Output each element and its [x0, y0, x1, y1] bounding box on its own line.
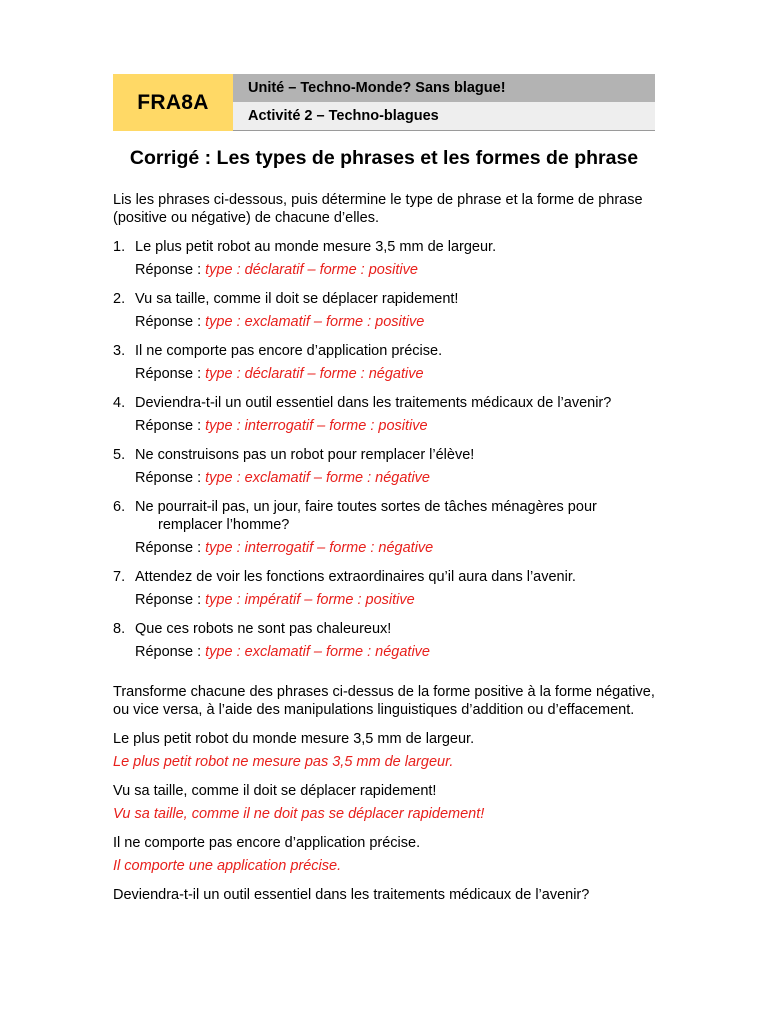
activity-title: Activité 2 – Techno-blagues: [233, 102, 655, 131]
item-number: 8.: [113, 621, 126, 637]
item-sentence: Vu sa taille, comme il doit se déplacer rapidement!: [135, 291, 459, 307]
item-sentence: Ne construisons pas un robot pour remplacer l’élève!: [135, 447, 475, 463]
answer-text: type : exclamatif – forme : négative: [205, 470, 430, 486]
header-info: [233, 74, 655, 131]
list-item: [113, 620, 655, 661]
answer-text: type : impératif – forme : positive: [205, 592, 415, 608]
list-item: [113, 290, 655, 331]
answer-label: Réponse :: [135, 540, 206, 556]
transform-item: [113, 782, 655, 823]
answer-text: type : exclamatif – forme : positive: [205, 314, 425, 330]
document-page: [113, 74, 655, 904]
item-sentence: Que ces robots ne sont pas chaleureux!: [135, 621, 392, 637]
item-sentence: Ne pourrait-il pas, un jour, faire toutes sortes de tâches ménagères pour remplacer l’homme?: [135, 499, 597, 533]
list-item: [113, 394, 655, 435]
list-item: [113, 342, 655, 383]
answer-label: Réponse :: [135, 418, 206, 434]
transformed-sentence: Le plus petit robot ne mesure pas 3,5 mm de largeur.: [113, 754, 454, 770]
item-sentence: Deviendra-t-il un outil essentiel dans les traitements médicaux de l’avenir?: [135, 395, 612, 411]
item-sentence: Il ne comporte pas encore d’application précise.: [135, 343, 443, 359]
transformed-sentence: Il comporte une application précise.: [113, 858, 342, 874]
item-number: 7.: [113, 569, 126, 585]
original-sentence: Vu sa taille, comme il doit se déplacer rapidement!: [113, 783, 437, 799]
answer-text: type : déclaratif – forme : positive: [205, 262, 418, 278]
answer-label: Réponse :: [135, 366, 206, 382]
answer-label: Réponse :: [135, 592, 206, 608]
original-sentence: Deviendra-t-il un outil essentiel dans les traitements médicaux de l’avenir?: [113, 887, 590, 903]
transform-item: [113, 730, 655, 771]
item-number: 2.: [113, 291, 126, 307]
item-number: 3.: [113, 343, 126, 359]
item-sentence: Le plus petit robot au monde mesure 3,5 mm de largeur.: [135, 239, 497, 255]
course-code: FRA8A: [113, 74, 233, 131]
answer-label: Réponse :: [135, 644, 206, 660]
item-number: 4.: [113, 395, 126, 411]
answer-label: Réponse :: [135, 262, 206, 278]
transform-instructions: Transforme chacune des phrases ci-dessus de la forme positive à la forme négative, ou vice versa, à l’aide des manipulations linguistiques d’addition ou d’effacement.: [113, 684, 655, 718]
answer-text: type : interrogatif – forme : positive: [205, 418, 428, 434]
list-item: [113, 498, 655, 557]
list-item: [113, 446, 655, 487]
answer-text: type : exclamatif – forme : négative: [205, 644, 430, 660]
list-item: [113, 568, 655, 609]
answer-label: Réponse :: [135, 314, 206, 330]
transform-item: [113, 886, 655, 904]
answer-text: type : déclaratif – forme : négative: [205, 366, 424, 382]
original-sentence: Il ne comporte pas encore d’application précise.: [113, 835, 421, 851]
answer-text: type : interrogatif – forme : négative: [205, 540, 434, 556]
answer-label: Réponse :: [135, 470, 206, 486]
page-title: Corrigé : Les types de phrases et les formes de phrase: [129, 147, 639, 169]
transform-item: [113, 834, 655, 875]
question-list: [113, 238, 655, 661]
unit-title: Unité – Techno-Monde? Sans blague!: [233, 74, 655, 102]
list-item: [113, 238, 655, 279]
item-number: 6.: [113, 499, 126, 515]
item-sentence: Attendez de voir les fonctions extraordinaires qu’il aura dans l’avenir.: [135, 569, 576, 585]
item-number: 5.: [113, 447, 126, 463]
transformed-sentence: Vu sa taille, comme il ne doit pas se déplacer rapidement!: [113, 806, 485, 822]
header-banner: [113, 74, 655, 131]
instructions: Lis les phrases ci-dessous, puis détermine le type de phrase et la forme de phrase (positive ou négative) de chacune d’elles.: [113, 192, 643, 226]
item-number: 1.: [113, 239, 126, 255]
original-sentence: Le plus petit robot du monde mesure 3,5 mm de largeur.: [113, 731, 475, 747]
